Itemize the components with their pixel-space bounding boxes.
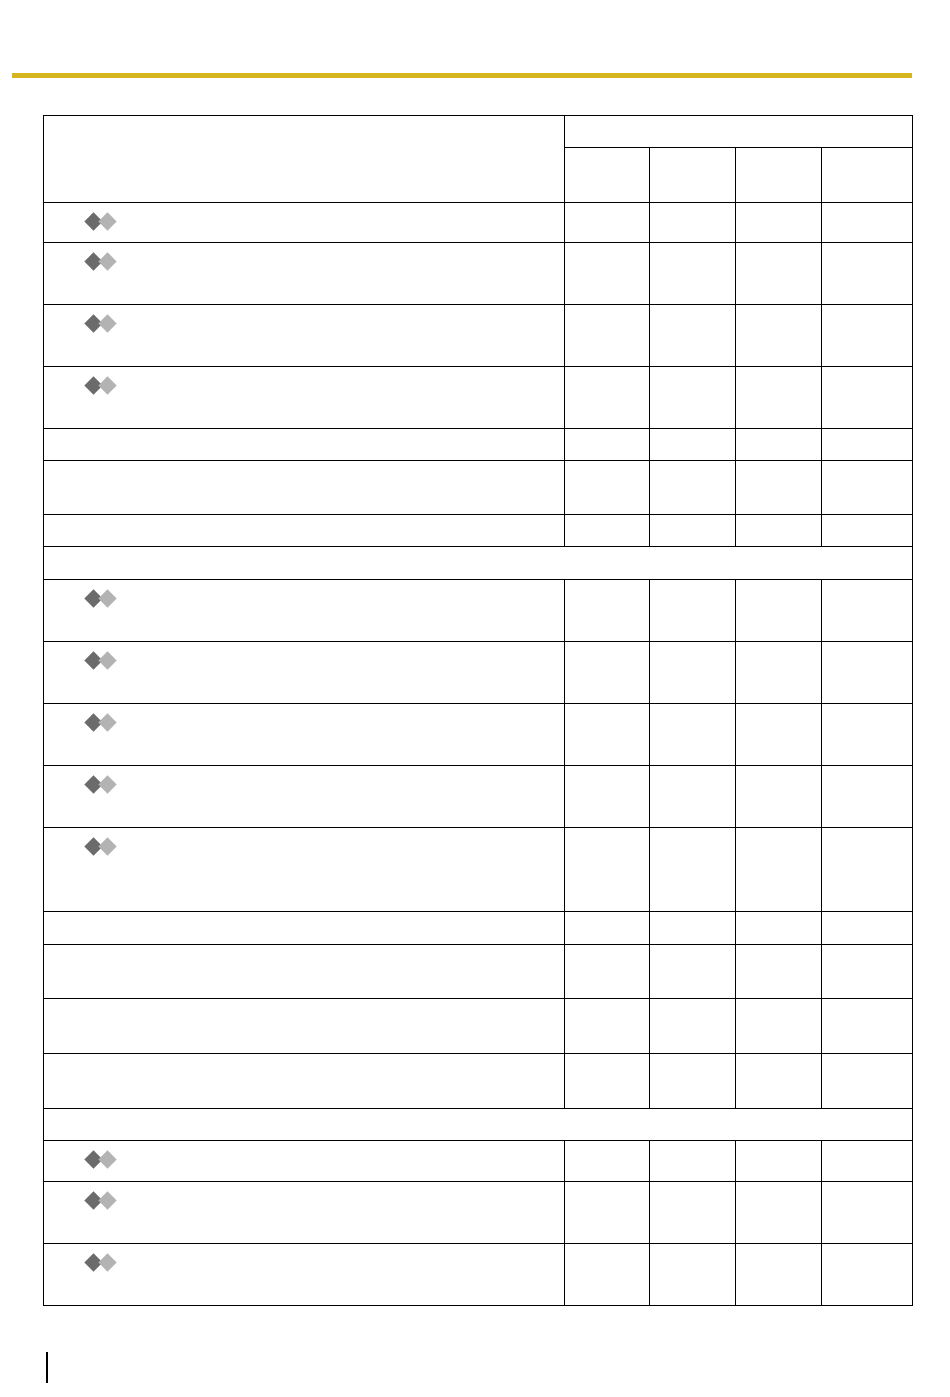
- value-cell-1: [565, 367, 650, 429]
- double-diamond-icon: [85, 714, 125, 734]
- header-subcol-1: [565, 148, 650, 203]
- header-subcol-4: [822, 148, 913, 203]
- value-cell-1: [565, 642, 650, 704]
- double-diamond-icon: [85, 838, 125, 858]
- value-cell-1: [565, 999, 650, 1054]
- item-label-cell: [44, 305, 565, 367]
- header-subcol-2: [650, 148, 736, 203]
- item-label-cell: [44, 912, 565, 945]
- value-cell-1: [565, 766, 650, 828]
- table-row: [44, 912, 913, 945]
- table-row: [44, 203, 913, 243]
- value-cell-1: [565, 1141, 650, 1182]
- value-cell-3: [736, 580, 822, 642]
- double-diamond-icon: [85, 1192, 125, 1212]
- double-diamond-icon: [85, 652, 125, 672]
- table-row: [44, 243, 913, 305]
- value-cell-3: [736, 367, 822, 429]
- value-cell-3: [736, 912, 822, 945]
- value-cell-4: [822, 828, 913, 912]
- value-cell-4: [822, 429, 913, 461]
- value-cell-3: [736, 1182, 822, 1244]
- table-row: [44, 1054, 913, 1109]
- item-label-cell: [44, 828, 565, 912]
- value-cell-2: [650, 912, 736, 945]
- value-cell-4: [822, 367, 913, 429]
- table-row: [44, 999, 913, 1054]
- table-row: [44, 429, 913, 461]
- value-cell-2: [650, 828, 736, 912]
- value-cell-2: [650, 704, 736, 766]
- value-cell-2: [650, 203, 736, 243]
- table-row: [44, 580, 913, 642]
- item-label-cell: [44, 704, 565, 766]
- value-cell-2: [650, 999, 736, 1054]
- value-cell-2: [650, 1141, 736, 1182]
- header-group-cell: [565, 116, 913, 148]
- value-cell-1: [565, 515, 650, 547]
- value-cell-4: [822, 461, 913, 515]
- value-cell-2: [650, 515, 736, 547]
- value-cell-2: [650, 945, 736, 999]
- table-row: [44, 1244, 913, 1306]
- table-row: [44, 704, 913, 766]
- value-cell-4: [822, 1182, 913, 1244]
- value-cell-1: [565, 912, 650, 945]
- value-cell-3: [736, 243, 822, 305]
- section-label: [44, 547, 913, 580]
- item-label-cell: [44, 1141, 565, 1182]
- value-cell-1: [565, 1054, 650, 1109]
- value-cell-4: [822, 704, 913, 766]
- value-cell-2: [650, 766, 736, 828]
- item-label-cell: [44, 945, 565, 999]
- item-label-cell: [44, 580, 565, 642]
- value-cell-1: [565, 305, 650, 367]
- value-cell-3: [736, 999, 822, 1054]
- value-cell-4: [822, 766, 913, 828]
- value-cell-2: [650, 1182, 736, 1244]
- value-cell-3: [736, 305, 822, 367]
- item-label-cell: [44, 461, 565, 515]
- item-label-cell: [44, 1182, 565, 1244]
- item-label-cell: [44, 1244, 565, 1306]
- value-cell-1: [565, 945, 650, 999]
- value-cell-2: [650, 461, 736, 515]
- value-cell-4: [822, 580, 913, 642]
- value-cell-4: [822, 243, 913, 305]
- value-cell-1: [565, 704, 650, 766]
- item-label-cell: [44, 367, 565, 429]
- value-cell-1: [565, 1182, 650, 1244]
- header-accent-rule: [12, 73, 912, 78]
- value-cell-4: [822, 912, 913, 945]
- value-cell-3: [736, 429, 822, 461]
- value-cell-3: [736, 766, 822, 828]
- table-row: [44, 1141, 913, 1182]
- value-cell-3: [736, 203, 822, 243]
- item-label-cell: [44, 203, 565, 243]
- value-cell-2: [650, 243, 736, 305]
- value-cell-1: [565, 203, 650, 243]
- table-row: [44, 828, 913, 912]
- value-cell-4: [822, 515, 913, 547]
- value-cell-1: [565, 1244, 650, 1306]
- item-label-cell: [44, 999, 565, 1054]
- table-row: [44, 367, 913, 429]
- table-row: [44, 461, 913, 515]
- value-cell-3: [736, 515, 822, 547]
- value-cell-4: [822, 305, 913, 367]
- value-cell-1: [565, 828, 650, 912]
- value-cell-4: [822, 1141, 913, 1182]
- value-cell-4: [822, 1244, 913, 1306]
- table-row: [44, 945, 913, 999]
- section-label: [44, 1109, 913, 1141]
- value-cell-1: [565, 429, 650, 461]
- value-cell-3: [736, 1141, 822, 1182]
- value-cell-1: [565, 461, 650, 515]
- header-subcol-3: [736, 148, 822, 203]
- double-diamond-icon: [85, 590, 125, 610]
- footer-page-marker: [46, 1352, 48, 1383]
- table-row: [44, 766, 913, 828]
- value-cell-2: [650, 1054, 736, 1109]
- double-diamond-icon: [85, 1254, 125, 1274]
- item-label-cell: [44, 429, 565, 461]
- value-cell-3: [736, 461, 822, 515]
- table-row: [44, 515, 913, 547]
- item-label-cell: [44, 766, 565, 828]
- value-cell-4: [822, 203, 913, 243]
- value-cell-2: [650, 429, 736, 461]
- section-row: [44, 1109, 913, 1141]
- item-label-cell: [44, 243, 565, 305]
- item-label-cell: [44, 515, 565, 547]
- feature-table: [43, 115, 913, 1306]
- double-diamond-icon: [85, 213, 125, 233]
- value-cell-2: [650, 642, 736, 704]
- table-row: [44, 642, 913, 704]
- table-header-row-1: [44, 116, 913, 148]
- value-cell-4: [822, 945, 913, 999]
- value-cell-2: [650, 367, 736, 429]
- item-label-cell: [44, 642, 565, 704]
- header-item-cell: [44, 116, 565, 203]
- value-cell-2: [650, 580, 736, 642]
- double-diamond-icon: [85, 315, 125, 335]
- value-cell-3: [736, 642, 822, 704]
- value-cell-3: [736, 945, 822, 999]
- value-cell-4: [822, 642, 913, 704]
- value-cell-4: [822, 1054, 913, 1109]
- value-cell-3: [736, 828, 822, 912]
- double-diamond-icon: [85, 776, 125, 796]
- section-row: [44, 547, 913, 580]
- double-diamond-icon: [85, 1151, 125, 1171]
- double-diamond-icon: [85, 377, 125, 397]
- value-cell-2: [650, 305, 736, 367]
- value-cell-1: [565, 580, 650, 642]
- value-cell-2: [650, 1244, 736, 1306]
- double-diamond-icon: [85, 253, 125, 273]
- table-row: [44, 305, 913, 367]
- value-cell-4: [822, 999, 913, 1054]
- value-cell-3: [736, 704, 822, 766]
- value-cell-3: [736, 1054, 822, 1109]
- table-row: [44, 1182, 913, 1244]
- value-cell-3: [736, 1244, 822, 1306]
- item-label-cell: [44, 1054, 565, 1109]
- value-cell-1: [565, 243, 650, 305]
